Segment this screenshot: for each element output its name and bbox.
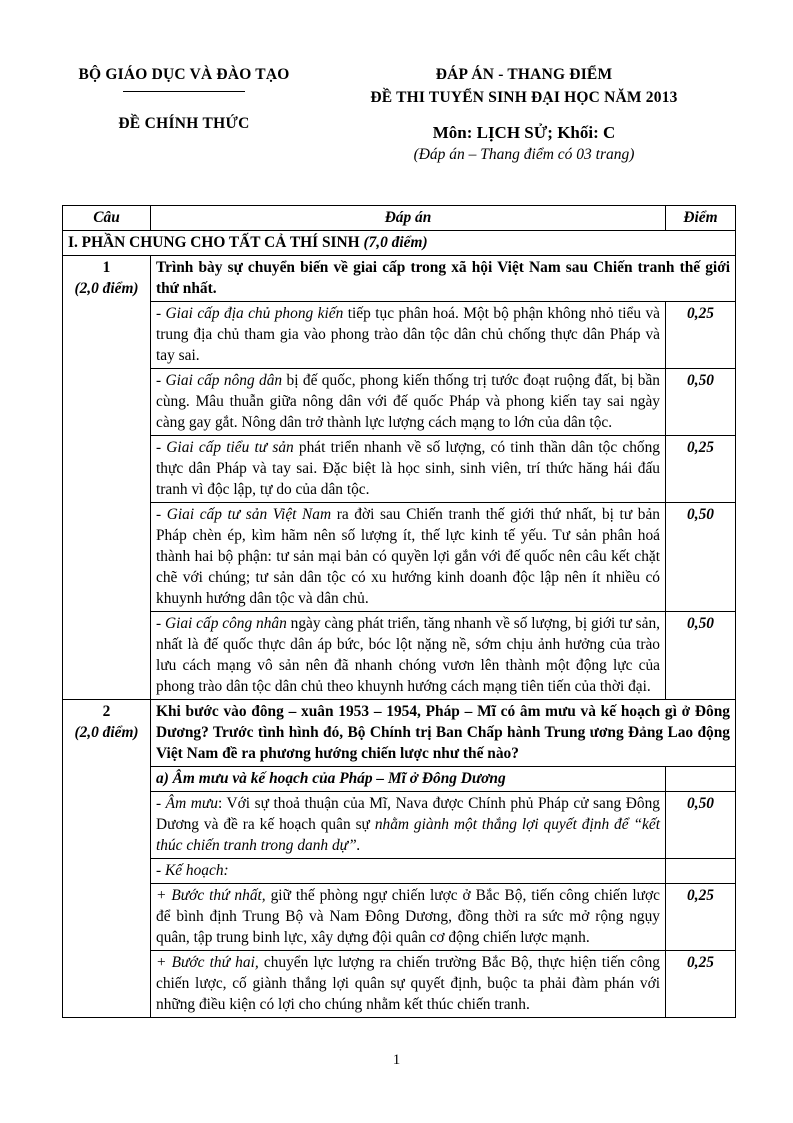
question-points: (2,0 điểm) [74,724,139,741]
answer-cell [151,792,666,859]
section-row [63,231,736,256]
answer-lead: + Bước thứ hai, [156,954,259,971]
table-row [63,436,736,503]
page-number: 1 [392,1052,401,1068]
answer-body: giữ thế phòng ngự chiến lược ở Bắc Bộ, tiến công chiến lược để bình định Trung Bộ và Nam Đông Dương, đồng thời ra sức mở rộng ngụy quân, tập trung binh lực, xây dựng đội quân cơ động chiến lược mạnh. [156,887,660,946]
table-row [63,792,736,859]
header-right-block [318,66,730,164]
score-cell: 0,50 [666,792,736,859]
score-cell: 0,25 [666,302,736,369]
answer-tail: nhằm giành một thắng lợi quyết định để “kết thúc chiến tranh trong danh dự”. [156,816,660,854]
answer-lead: - Giai cấp địa chủ phong kiến [156,305,344,322]
score-cell: 0,50 [666,369,736,436]
table-row [63,700,736,767]
answer-key-title: ĐÁP ÁN - THANG ĐIỂM [435,66,613,83]
question-number: 1 [102,259,111,276]
answer-cell [151,436,666,503]
section-title-cell [63,231,736,256]
answer-cell [151,859,666,884]
column-header-dapan: Đáp án [151,206,666,231]
question-2-text-cell: Khi bước vào đông – xuân 1953 – 1954, Pháp – Mĩ có âm mưu và kế hoạch gì ở Đông Dương? Trước tình hình đó, Bộ Chính trị Ban Chấp hành Trung ương Đảng Lao động Việt Nam đề ra phương hướng chiến lược như thế nào? [151,700,736,767]
section-points: (7,0 điểm) [363,234,428,251]
column-header-diem: Điểm [666,206,736,231]
table-row [63,859,736,884]
answer-body: ra đời sau Chiến tranh thế giới thứ nhất, bị tư bản Pháp chèn ép, kìm hãm nên số lượng ít, thế lực kinh tế yếu. Tư sản phân hoá thành hai bộ phận: tư sản mại bản có quyền lợi gắn với đế quốc nên câu kết chặt chẽ với chúng; tư sản dân tộc có xu hướng kinh doanh độc lập nên ít nhiều có khuynh hướng dân tộc và dân chủ. [156,506,660,607]
exam-title: ĐỀ THI TUYỂN SINH ĐẠI HỌC NĂM 2013 [370,89,678,106]
answer-cell [151,302,666,369]
score-cell: 0,50 [666,612,736,700]
header-left-block [56,66,312,133]
score-cell [666,767,736,792]
column-header-cau: Câu [63,206,151,231]
answer-lead: - Kế hoạch: [156,862,229,879]
score-cell: 0,25 [666,436,736,503]
table-row [63,884,736,951]
answer-body: tiếp tục phân hoá. Một bộ phận không nhỏ tiểu và trung địa chủ tham gia vào phong trào dân tộc dân chủ chống thực dân Pháp và tay sai. [156,305,660,364]
answer-body: : Với sự thoả thuận của Mĩ, Nava được Chính phủ Pháp cử sang Đông Dương và đề ra kế hoạch quân sự [156,795,661,833]
answer-cell [151,503,666,612]
table-row [63,951,736,1018]
answer-lead: - Giai cấp nông dân [156,372,283,389]
answer-body: bị đế quốc, phong kiến thống trị tước đoạt ruộng đất, bị bần cùng. Mâu thuẫn giữa nông dân với đế quốc Pháp và phong kiến tay sai ngày càng gay gắt. Nông dân trở thành lực lượng cách mạng to lớn của dân tộc. [156,372,661,431]
question-points: (2,0 điểm) [74,280,139,297]
answer-lead: - Giai cấp tiểu tư sản [156,439,294,456]
score-cell: 0,25 [666,951,736,1018]
table-row [63,767,736,792]
question-1-text-cell: Trình bày sự chuyển biến về giai cấp trong xã hội Việt Nam sau Chiến tranh thế giới thứ nhất. [151,256,736,302]
table-row [63,612,736,700]
question-2-label-cell [63,700,151,1018]
subject-line: Môn: LỊCH SỬ; Khối: C [432,123,616,142]
table-row [63,302,736,369]
answer-body: ngày càng phát triển, tăng nhanh về số lượng, bị giới tư sản, nhất là đế quốc thực dân áp bức, bóc lột nặng nề, sớm chịu ảnh hưởng của trào lưu cách mạng vô sản nên đã nhanh chóng vươn lên thành một động lực của phong trào dân tộc dân chủ theo khuynh hướng cách mạng tiên tiến của thời đại. [156,615,661,695]
answer-lead: - Giai cấp công nhân [156,615,287,632]
answer-cell [151,884,666,951]
table-row [63,256,736,302]
official-exam-label: ĐỀ CHÍNH THỨC [118,115,250,132]
answer-body: chuyển lực lượng ra chiến trường Bắc Bộ, thực hiện tiến công chiến lược, cố giành thắng lợi quân sự quyết định, buộc ta phải đàm phán với những điều kiện có lợi cho chúng nhằm kết thúc chiến tranh. [156,954,660,1013]
ministry-name: BỘ GIÁO DỤC VÀ ĐÀO TẠO [78,66,290,83]
table-row [63,503,736,612]
answer-lead: + Bước thứ nhất, [156,887,266,904]
answer-cell [151,951,666,1018]
score-cell [666,859,736,884]
score-cell: 0,50 [666,503,736,612]
answer-lead: - Giai cấp tư sản Việt Nam [156,506,332,523]
table-row [63,369,736,436]
subheading-cell: a) Âm mưu và kế hoạch của Pháp – Mĩ ở Đông Dương [151,767,666,792]
page-count-note: (Đáp án – Thang điểm có 03 trang) [413,146,635,163]
question-1-label-cell [63,256,151,700]
answer-lead: - Âm mưu [156,795,218,812]
answer-body: phát triển nhanh về số lượng, có tinh thần dân tộc chống thực dân Pháp và tay sai. Đặc biệt là học sinh, sinh viên, trí thức hăng hái đấu tranh vì độc lập, tự do của dân tộc. [156,439,660,498]
answer-cell [151,612,666,700]
answer-key-table [62,205,736,1018]
section-title: I. PHẦN CHUNG CHO TẤT CẢ THÍ SINH [68,234,364,251]
question-number: 2 [102,703,111,720]
score-cell: 0,25 [666,884,736,951]
table-header-row [63,206,736,231]
ministry-underline-rule [123,91,245,92]
answer-cell [151,369,666,436]
